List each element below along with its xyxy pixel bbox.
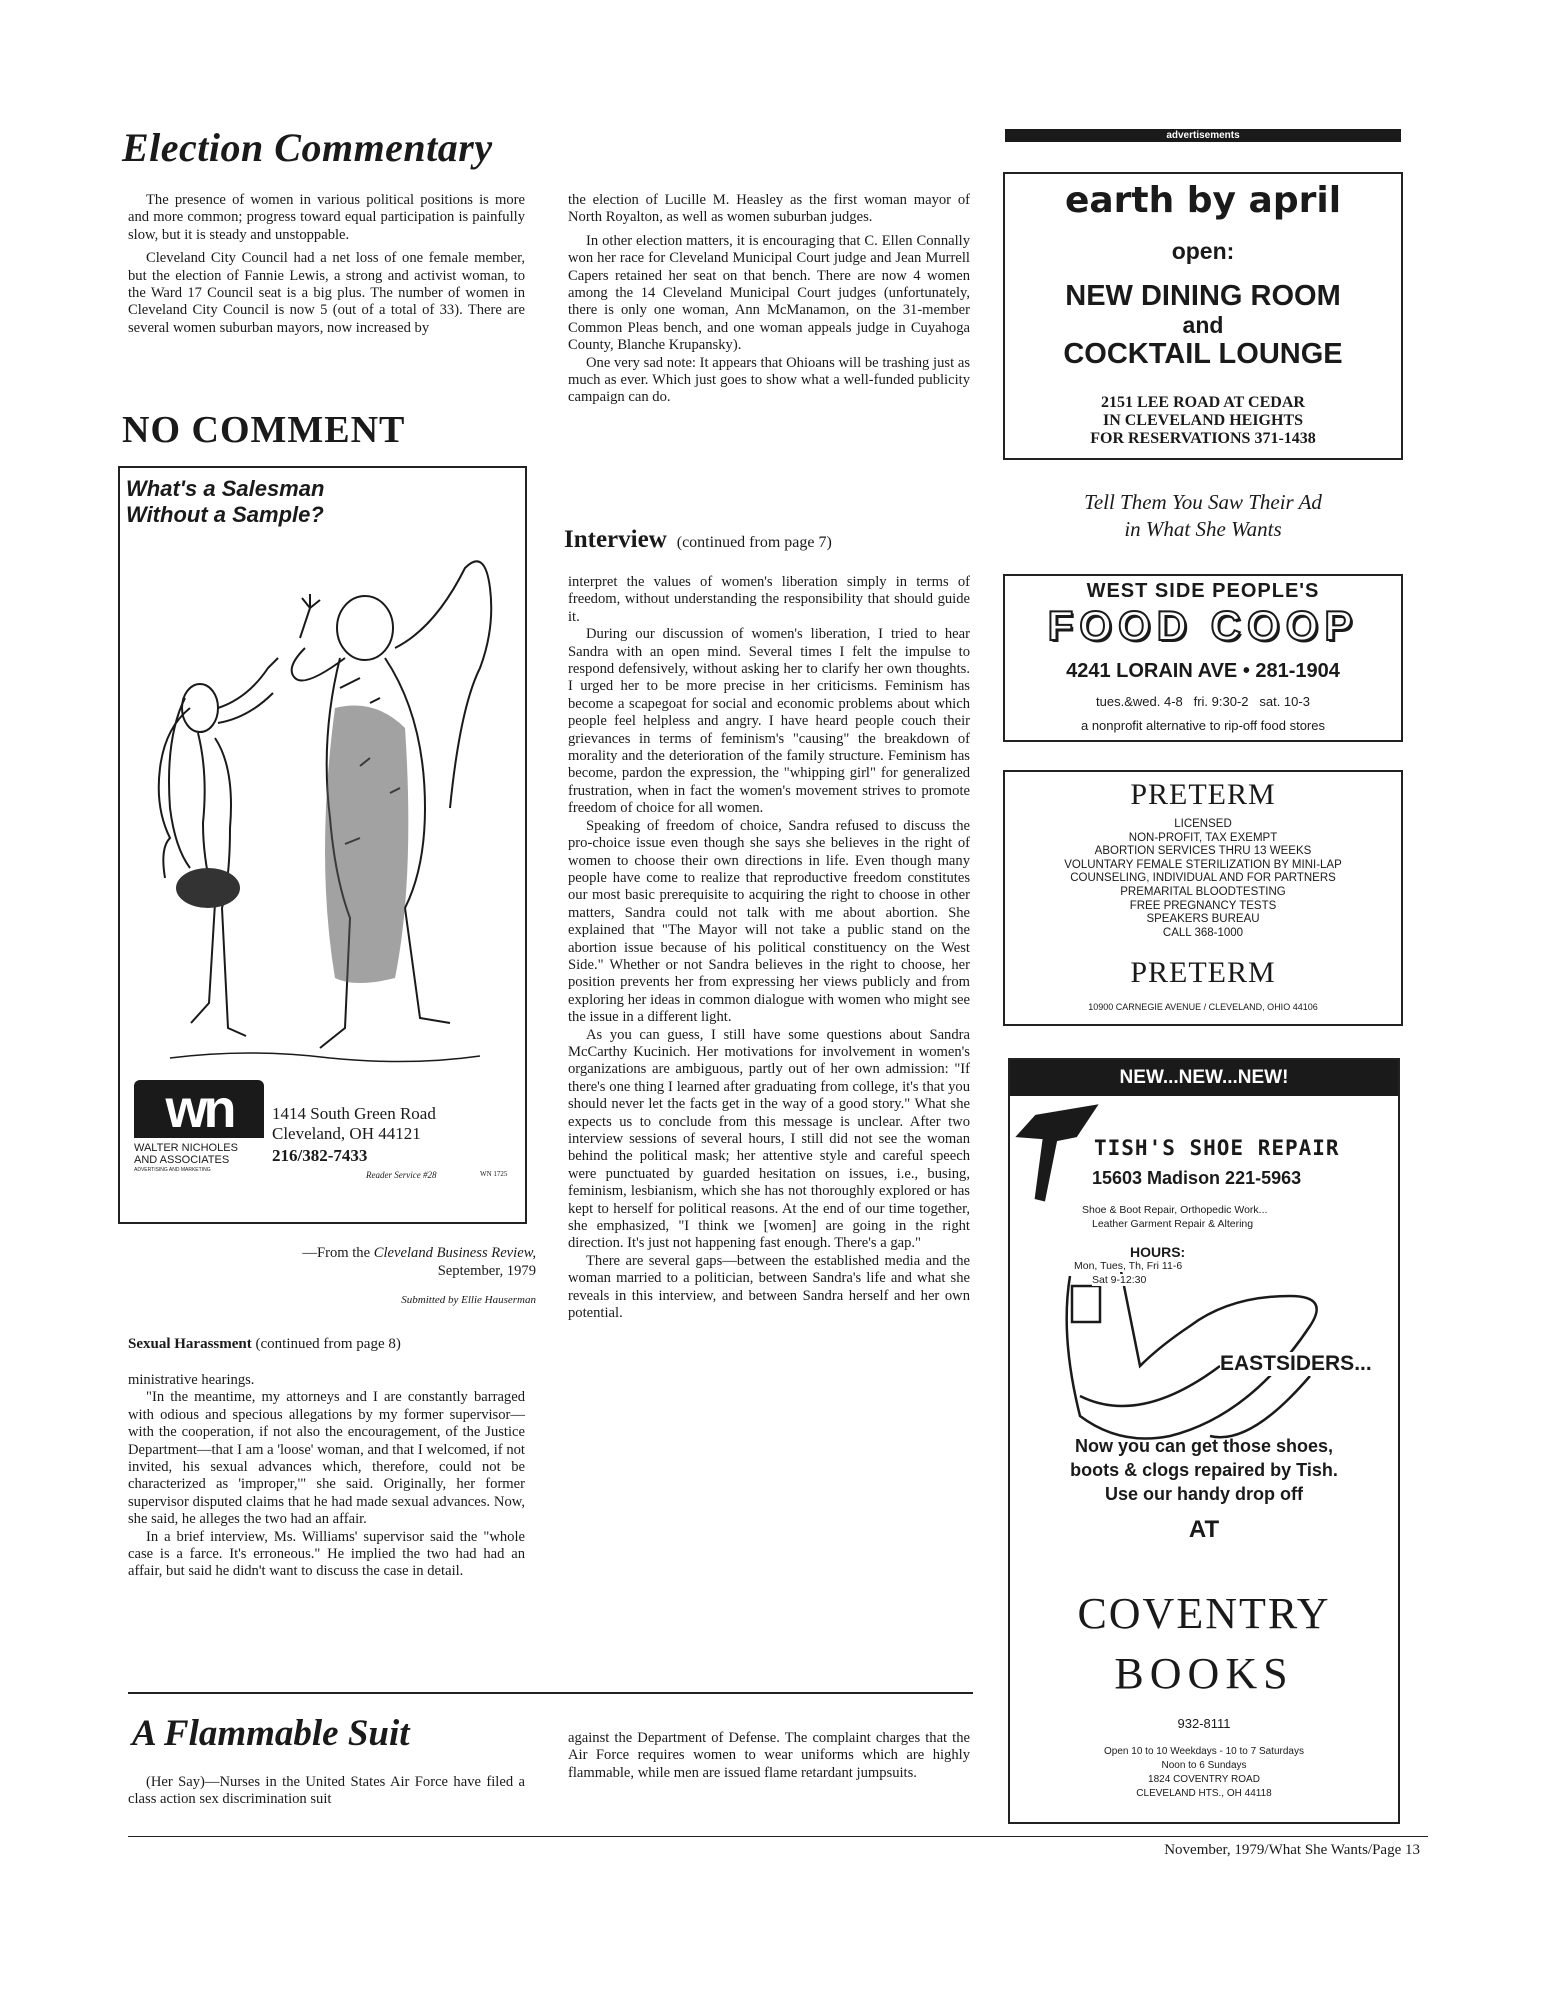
tish-hours-1: Mon, Tues, Th, Fri 11-6 [1074, 1260, 1183, 1272]
preterm-line: SPEAKERS BUREAU [1146, 913, 1260, 926]
preterm-line: ABORTION SERVICES THRU 13 WEEKS [1094, 845, 1312, 858]
election-para-2: Cleveland City Council had a net loss of one female member, but the election of Fannie Lewis, a strong and activist woman, to the Ward 17 Council seat is a big plus. The number of women in Cleveland City Council is now 5 (out of a total of 33). There are several women suburban mayors, now increased by [128, 250, 525, 336]
section-divider [128, 1692, 973, 1694]
company-name-2: AND ASSOCIATES [134, 1154, 230, 1166]
flammable-right [568, 1730, 970, 1782]
election-right-column [568, 192, 970, 407]
harassment-heading [128, 1336, 401, 1353]
ad-code: WN 1725 [480, 1170, 508, 1178]
earth-addr1: 2151 LEE ROAD AT CEDAR [1101, 394, 1305, 411]
tish-service-2: Leather Garment Repair & Altering [1092, 1218, 1254, 1230]
coventry-phone: 932-8111 [1177, 1716, 1231, 1731]
election-para-5: One very sad note: It appears that Ohioans will be trashing just as much as ever. Which just goes to show what a well-funded publicity campaign can do. [568, 354, 970, 406]
coop-hours: tues.&wed. 4-8 fri. 9:30-2 sat. 10-3 [1096, 694, 1310, 709]
coventry-open-2: Noon to 6 Sundays [1161, 1760, 1247, 1771]
earth-addr3: FOR RESERVATIONS 371-1438 [1090, 430, 1316, 447]
harassment-para-3: In a brief interview, Ms. Williams' supervisor said the "whole case is a farce. It's erroneous." He implied the two had had an affair, but said he didn't want to discuss the case in detail. [128, 1528, 525, 1580]
tell-them-line1: Tell Them You Saw Their Ad [1084, 490, 1322, 514]
coventry-open-1: Open 10 to 10 Weekdays - 10 to 7 Saturdays [1104, 1746, 1304, 1757]
coop-addr: 4241 LORAIN AVE • 281-1904 [1066, 660, 1340, 682]
earth-line2: COCKTAIL LOUNGE [1063, 338, 1343, 370]
preterm-line: NON-PROFIT, TAX EXEMPT [1128, 831, 1278, 844]
coop-top: WEST SIDE PEOPLE'S [1086, 580, 1320, 602]
earth-by-april-ad [1003, 172, 1403, 460]
ads-banner [1005, 129, 1401, 142]
preterm-addr: 10900 CARNEGIE AVENUE / CLEVELAND, OHIO 44106 [1088, 1002, 1318, 1012]
tish-eastsiders: EASTSIDERS... [1220, 1352, 1372, 1375]
harassment-column [128, 1372, 525, 1581]
election-para-4: In other election matters, it is encouraging that C. Ellen Connally won her race for Cleveland Municipal Court judge and Jean Murrell Capers retained her seat on that bench. There are now 4 women among the 14 Cleveland Municipal Court judges (unfortunately, there is only one woman, Ann McManamon, on the 31-member Common Pleas bench, and one woman appeals judge in Cuyahoga County, Blanche Krupansky). [568, 232, 970, 354]
flammable-title: A Flammable Suit [132, 1713, 410, 1754]
earth-open: open: [1171, 238, 1235, 264]
footer-rule [128, 1836, 1428, 1837]
tish-at: AT [1188, 1516, 1220, 1543]
no-comment-title: NO COMMENT [122, 409, 406, 451]
coventry-logo-line2: BOOKS [1114, 1649, 1294, 1698]
submitted-by: Submitted by Ellie Hauserman [401, 1294, 536, 1306]
tish-pitch-3: Use our handy drop off [1105, 1484, 1303, 1504]
tish-pitch-1: Now you can get those shoes, [1074, 1436, 1334, 1456]
interview-title: Interview [564, 526, 667, 553]
election-title: Election Commentary [122, 125, 493, 170]
coop-tag: a nonprofit alternative to rip-off food stores [1080, 718, 1325, 733]
tish-addr: 15603 Madison 221-5963 [1092, 1168, 1302, 1188]
earth-addr2: IN CLEVELAND HEIGHTS [1102, 412, 1304, 429]
interview-column [568, 574, 970, 1322]
harassment-para-2: "In the meantime, my attorneys and I are constantly barraged with odious and specious allegations by my former supervisor—with the cooperation, if not also the encouragement, of the Justice Department—that I am a 'loose' woman, and that I welcomed, if not invited, his sexual advances which, therefore, could not be characterized as 'improper,'" she said. Originally, her former supervisor disputed claims that he had made sexual advances. Now, she said, he alleges the two had an affair. [128, 1389, 525, 1528]
earth-and: and [1182, 312, 1224, 338]
source-prefix: —From the [302, 1245, 374, 1261]
flammable-para-2: against the Department of Defense. The complaint charges that the Air Force requires women to wear uniforms which are highly flammable, while men are issued flame retardant jumpsuits. [568, 1730, 970, 1781]
company-name-3: ADVERTISING AND MARKETING [134, 1167, 211, 1173]
wn-logo [134, 1080, 264, 1138]
interview-para-3: Speaking of freedom of choice, Sandra refused to discuss the pro-choice issue even though she says she believes in the right of women to choose their own directions in life. Even though many people have come to realize that reproductive freedom constitutes our most basic prerequisite to acquiring the right to choose in other matters, Sandra could not talk with me about abortion. She explained that "The Mayor will not take a public stand on the abortion issue because of his political constituency on the West Side." Whether or not Sandra believes in the right to choose, her position prevents her from expressing her views publicly and from exploring her ideas in common dialogue with women who might see the issue in a different light. [568, 817, 970, 1026]
election-para-3: the election of Lucille M. Heasley as the first woman mayor of North Royalton, as well as women suburban judges. [568, 192, 970, 226]
coop-name: FOOD COOP [1047, 602, 1359, 649]
election-left-column [128, 192, 525, 337]
harassment-title: Sexual Harassment [128, 1336, 252, 1352]
preterm-name-top: PRETERM [1130, 778, 1276, 811]
preterm-details [1005, 818, 1401, 940]
harassment-para-1: ministrative hearings. [128, 1372, 255, 1388]
wn-logo-text: wn [165, 1079, 233, 1139]
tish-banner [1010, 1060, 1398, 1096]
tish-hours-2: Sat 9-12:30 [1092, 1274, 1147, 1286]
ad-headline-1: What's a Salesman [126, 476, 325, 501]
preterm-line: FREE PREGNANCY TESTS [1129, 899, 1277, 912]
tish-shoe-repair-ad [1008, 1058, 1400, 1824]
source-title: Cleveland Business Review, [373, 1245, 536, 1261]
food-coop-ad [1003, 574, 1403, 742]
ad-headline-2: Without a Sample? [126, 502, 324, 527]
earth-name: earth by april [1064, 180, 1342, 221]
tish-service-1: Shoe & Boot Repair, Orthopedic Work... [1082, 1204, 1268, 1216]
interview-para-5: There are several gaps—between the established media and the woman married to a politician, between Sandra's life and what she reveals in this interview, and between Sandra herself and her own potential. [568, 1252, 970, 1322]
interview-cont: (continued from page 7) [676, 534, 832, 551]
interview-para-4: As you can guess, I still have some questions about Sandra McCarthy Kucinich. Her motivations for involvement in women's organizations are ambiguous, partly out of her own admission: "If there's one thing I learned after graduating from college, it's that you should never let the facts get in the way of a good story." What she expects us to conclude from this message is unclear. After two interview sessions of several hours, I still did not see the woman behind the political mask; her attentive style and careful speech were punctuated by guarded hesitation on issues, i.e., busing, feminism, lesbianism, which she has not thoroughly explored or has kept to herself for political reasons. At the end of our time together, she emphasized, "I think we [women] are going in the right direction. It's just not happening fast enough. There's a gap." [568, 1026, 970, 1252]
preterm-line: COUNSELING, INDIVIDUAL AND FOR PARTNERS [1070, 872, 1336, 885]
company-name-1: WALTER NICHOLES [134, 1142, 238, 1154]
flammable-left [128, 1774, 525, 1809]
tish-hours-label: HOURS: [1130, 1244, 1186, 1260]
flammable-para-1: (Her Say)—Nurses in the United States Air Force have filed a class action sex discrimination suit [128, 1774, 525, 1808]
election-para-1: The presence of women in various political positions is more and more common; progress toward equal participation is painfully slow, but it is steady and unstoppable. [128, 192, 525, 243]
tell-them-line2: in What She Wants [1124, 517, 1282, 541]
preterm-line: PREMARITAL BLOODTESTING [1120, 885, 1286, 898]
source-credit [300, 1244, 536, 1280]
fur-skirt [176, 868, 240, 908]
interview-para-1: interpret the values of women's liberation simply in terms of freedom, without understanding the responsibility that should guide it. [568, 574, 970, 625]
ad-phone: 216/382-7433 [272, 1146, 368, 1165]
interview-heading [564, 526, 832, 554]
tish-name: TISH'S SHOE REPAIR [1094, 1136, 1340, 1160]
reader-service: Reader Service #28 [366, 1170, 437, 1180]
harassment-cont: (continued from page 8) [251, 1336, 401, 1352]
preterm-line: LICENSED [1174, 818, 1232, 830]
preterm-line: VOLUNTARY FEMALE STERILIZATION BY MINI-LAP [1064, 858, 1342, 871]
coventry-logo-line1: COVENTRY [1077, 1589, 1331, 1638]
coventry-open-4: CLEVELAND HTS., OH 44118 [1136, 1788, 1272, 1799]
no-comment-ad [118, 466, 527, 1224]
page-footer: November, 1979/What She Wants/Page 13 [1164, 1842, 1420, 1858]
ad-address-2: Cleveland, OH 44121 [272, 1124, 421, 1143]
ad-address-1: 1414 South Green Road [272, 1104, 436, 1123]
tish-pitch-2: boots & clogs repaired by Tish. [1070, 1460, 1338, 1480]
ads-banner-label: advertisements [1166, 130, 1240, 141]
source-date: September, 1979 [437, 1263, 536, 1279]
preterm-line: CALL 368-1000 [1162, 926, 1244, 939]
coventry-open-3: 1824 COVENTRY ROAD [1148, 1774, 1260, 1785]
preterm-name-bottom: PRETERM [1130, 956, 1276, 989]
cartoon-illustration [130, 558, 520, 1078]
interview-para-2: During our discussion of women's liberation, I tried to hear Sandra with an open mind. Several times I felt the impulse to respond defensively, without asking her to clarify her own thoughts. I urged her to be more precise in her criticisms. Feminism has become a scapegoat for social and economic problems about which people feel helpless and angry. I have heard people couch their grievances in terms of feminism's "causing" the breakdown of morality and the deterioration of the family structure. Feminism has become, pardon the expression, the "whipping girl" for generalized frustration, when in fact the women's movement strives to promote freedom of choice for all women. [568, 626, 970, 817]
tish-banner-text: NEW...NEW...NEW! [1119, 1067, 1289, 1088]
preterm-ad [1003, 770, 1403, 1026]
earth-line1: NEW DINING ROOM [1065, 280, 1341, 312]
